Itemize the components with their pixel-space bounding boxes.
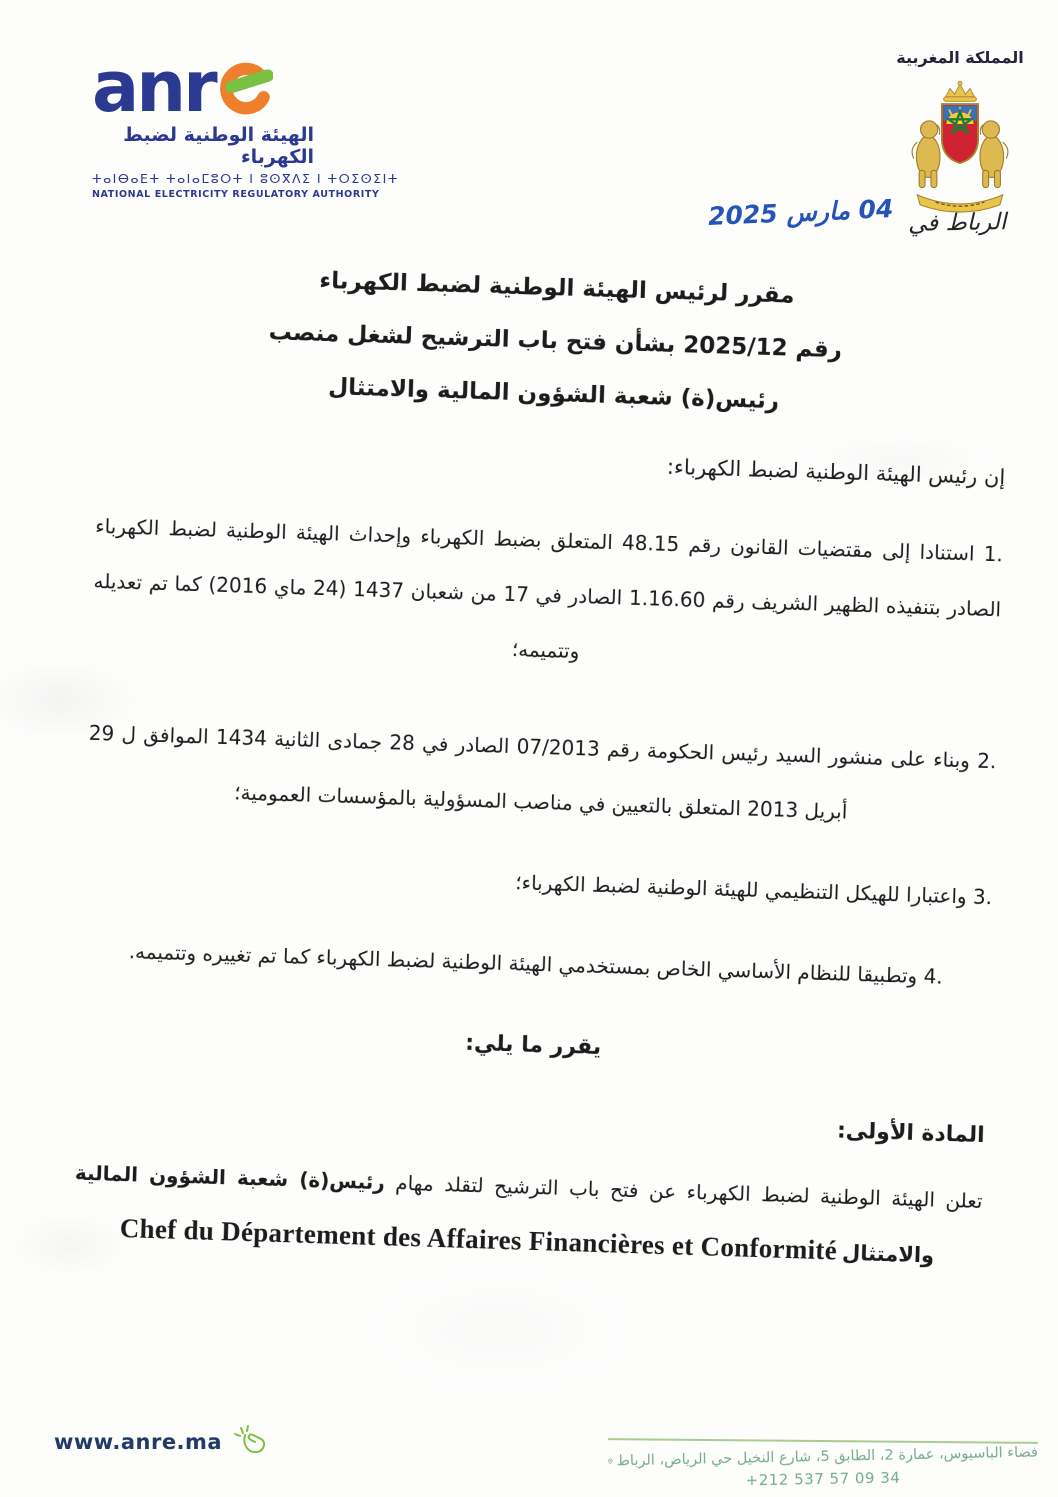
article-1-text-normal: تعلن الهيئة الوطنية لضبط الكهرباء عن فتح باب الترشيح لتقلد مهام	[384, 1170, 983, 1214]
anre-name-english: NATIONAL ELECTRICITY REGULATORY AUTHORITY	[92, 189, 380, 200]
document-body	[72, 248, 1011, 1282]
click-hand-icon	[232, 1424, 268, 1460]
date-place: الرباط في	[907, 209, 1007, 237]
article-1-position-bold: رئيس(ة) شعبة الشؤون المالية	[74, 1160, 386, 1195]
title-line-3: رئيس(ة) شعبة الشؤون المالية والامتثال	[327, 374, 780, 415]
anre-name-tifinagh: ⵜⴰⵏⴱⴰⴹⵜ ⵜⴰⵏⴰⵎⵓⵔⵜ ⵏ ⵓⵙⴳⴷⵉ ⵏ ⵜⵔⵉⵙⵉⵏⵜ	[92, 171, 399, 186]
article-1-position-bold-cont: والامتثال	[841, 1240, 935, 1268]
anre-logo	[92, 44, 399, 200]
location-pin-icon	[608, 1453, 613, 1469]
title-line-1: مقرر لرئيس الهيئة الوطنية لضبط الكهرباء	[319, 267, 795, 309]
kingdom-title: المملكة المغربية	[896, 48, 1024, 67]
dateline	[704, 193, 1034, 256]
footer-address-text: فضاء الباسيوس، عمارة 2، الطابق 5، شارع النخيل حي الرياض، الرباط	[616, 1444, 1039, 1470]
document-title	[99, 248, 1012, 435]
website-url: www.anre.ma	[54, 1430, 223, 1454]
decree-statement: يقرر ما يلي:	[464, 1030, 602, 1060]
anre-name-arabic: الهيئة الوطنية لضبط الكهرباء	[123, 124, 314, 168]
footer-phone-partial: +212 537 57 09 34	[745, 1468, 901, 1490]
considering-item-3: ‎3.‎ واعتبارا للهيكل التنظيمي للهيئة الوطنية لضبط الكهرباء؛	[514, 870, 993, 910]
article-1-heading: المادة الأولى:	[836, 1118, 985, 1149]
anre-logo-text: anr	[92, 46, 215, 128]
considering-item-1: ‎1.‎ استنادا إلى مقتضيات القانون رقم 48.15 المتعلق بضبط الكهرباء وإحداث الهيئة الوطنية لضبط الكهرباء الصادر بتنفيذه الظهير الشريف رقم 1.16.60 الصادر في 17 من شعبان 1437 (24 ماي 2016) كما تم تعديله وتتميمه؛	[93, 513, 1004, 664]
article-1-position-french: Chef du Département des Affaires Financières et Conformité	[119, 1212, 838, 1266]
anre-logo-e-icon	[217, 58, 273, 120]
footer-website	[54, 1424, 268, 1460]
preamble-line: إن رئيس الهيئة الوطنية لضبط الكهرباء:	[666, 454, 1006, 490]
title-line-2: رقم 2025/12 بشأن فتح باب الترشيح لشغل منصب	[268, 319, 843, 364]
considering-item-2: ‎2.‎ وبناء على منشور السيد رئيس الحكومة رقم 07/2013 الصادر في 28 جمادى الثانية 1434 الموافق ل 29 أبريل 2013 المتعلق بالتعيين في مناصب المسؤولية بالمؤسسات العمومية؛	[88, 720, 997, 824]
considering-item-4: ‎4.‎ وتطبيقا للنظام الأساسي الخاص بمستخدمي الهيئة الوطنية لضبط الكهرباء كما تم تغييره وتتميمه.	[128, 939, 944, 989]
footer-address-block	[608, 1440, 1038, 1488]
anre-logo-wordmark	[92, 44, 322, 128]
date-stamp: 04 مارس 2025	[707, 193, 894, 232]
